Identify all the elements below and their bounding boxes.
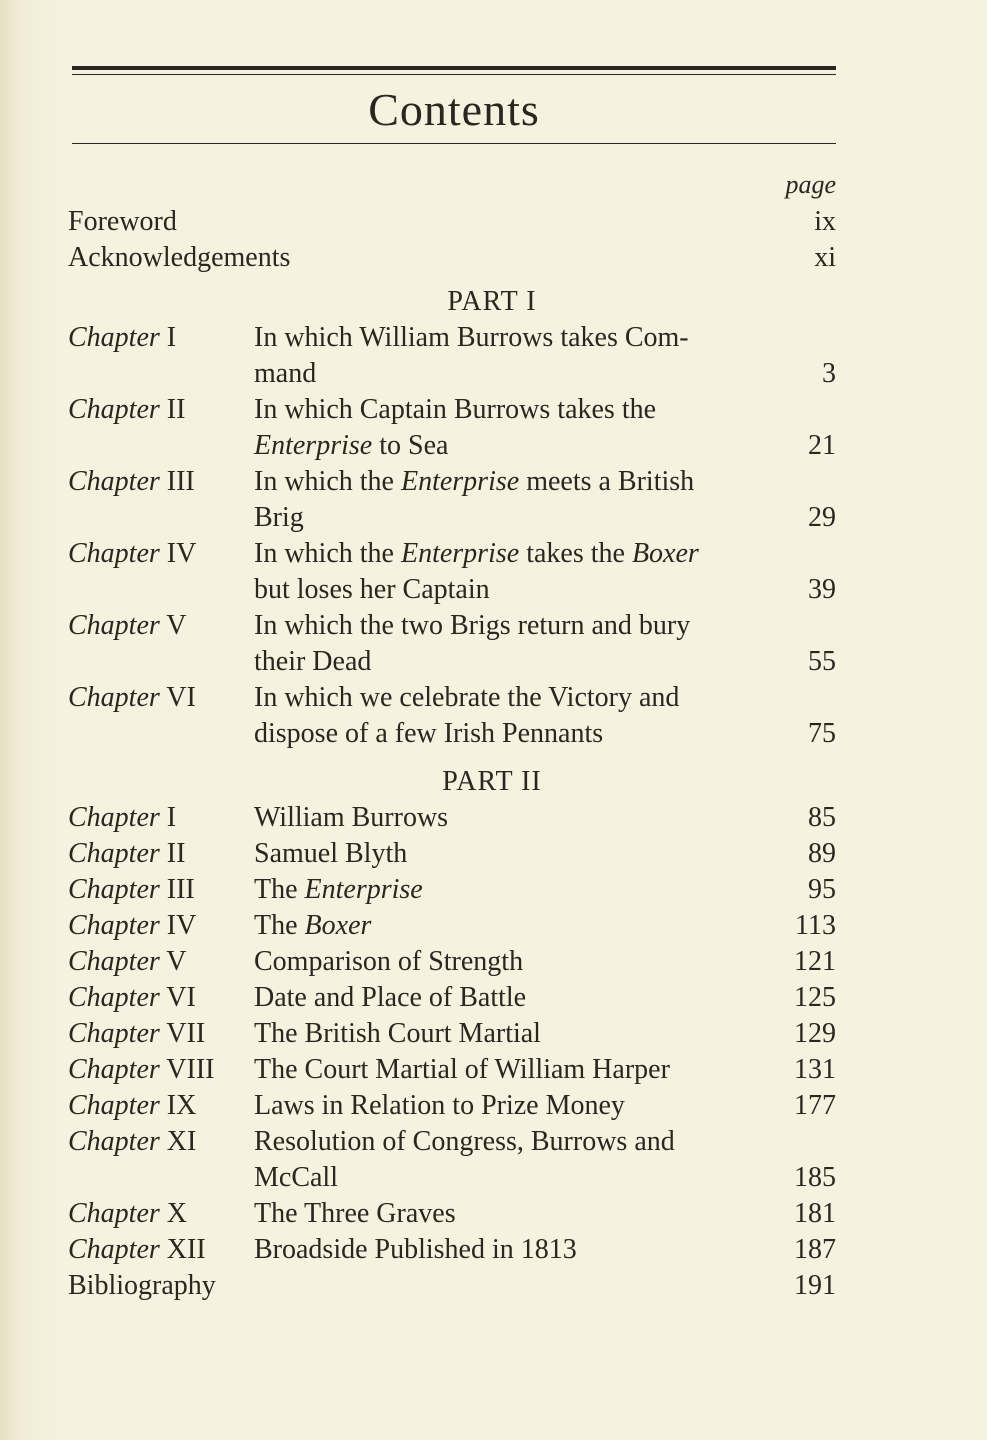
entry-title-line: mand [254,358,317,389]
chapter-label [68,1088,254,1124]
top-double-rule-thin [72,74,836,75]
entry-page-number: 55 [808,646,836,677]
chapter-label [68,836,254,872]
ship-name: Boxer [304,910,372,941]
chapter-label [68,1232,254,1268]
toc-entry-part2-chapter-7[interactable] [68,1016,836,1052]
entry-title-line: but loses her Captain [254,574,490,605]
chapter-numeral: X [166,1198,188,1229]
chapter-numeral: IX [166,1090,197,1121]
entry-page-number: 29 [808,502,836,533]
chapter-word: Chapter [68,874,160,905]
chapter-word: Chapter [68,466,160,497]
toc-entry-part2-chapter-5[interactable] [68,944,836,980]
entry-title-line [254,464,760,500]
toc-entry-part1-chapter-5[interactable] [68,608,836,680]
entry-title-line: In which Captain Burrows takes the [254,394,657,425]
entry-title [254,872,768,908]
chapter-numeral: II [166,394,186,425]
chapter-word: Chapter [68,322,160,353]
ship-name: Enterprise [400,538,520,569]
chapter-label [68,536,254,572]
entry-title [254,1124,768,1196]
table-of-contents [68,166,836,1304]
entry-title-text: In which the [254,466,401,497]
entry-title-text: In which the [254,538,401,569]
chapter-numeral: XII [166,1234,206,1265]
toc-entry-part2-chapter-10[interactable] [68,1196,836,1232]
chapter-label [68,800,254,836]
chapter-label [68,872,254,908]
chapter-label [68,464,254,500]
entry-title-text: meets a British [519,466,695,497]
toc-entry-part2-chapter-1[interactable] [68,800,836,836]
chapter-numeral: IV [166,538,197,569]
chapter-label [68,908,254,944]
chapter-label [68,392,254,428]
chapter-numeral: II [166,838,186,869]
entry-page-number: 3 [822,358,836,389]
entry-title [254,608,768,680]
chapter-numeral: VI [166,682,196,713]
chapter-numeral: III [166,466,195,497]
toc-entry-part1-chapter-3[interactable] [68,464,836,536]
entry-title [254,908,768,944]
entry-title: The Court Martial of William Harper [254,1054,670,1085]
entry-title: Broadside Published in 1813 [254,1234,577,1265]
top-double-rule-thick [72,66,836,70]
chapter-word: Chapter [68,682,160,713]
entry-title-line: McCall [254,1162,338,1193]
entry-title-line: In which William Burrows takes Com- [254,322,689,353]
ship-name: Boxer [631,538,699,569]
chapter-label [68,608,254,644]
entry-title-line: dispose of a few Irish Pennants [254,718,604,749]
chapter-word: Chapter [68,538,160,569]
entry-title: The Three Graves [254,1198,456,1229]
chapter-label [68,680,254,716]
chapter-word: Chapter [68,946,160,977]
entry-page-number: 177 [794,1090,836,1121]
toc-entry-part2-chapter-4[interactable] [68,908,836,944]
entry-title-line [254,536,760,572]
toc-entry-part2-chapter-3[interactable] [68,872,836,908]
toc-entry-foreword[interactable] [68,204,836,240]
ship-name: Enterprise [400,466,520,497]
entry-title [254,536,768,608]
entry-title-line: Resolution of Congress, Burrows and [254,1126,675,1157]
entry-title [254,320,768,392]
entry-page-number: 131 [794,1054,836,1085]
part-heading: PART II [442,766,542,797]
toc-entry-part1-chapter-1[interactable] [68,320,836,392]
chapter-word: Chapter [68,1234,160,1265]
chapter-word: Chapter [68,394,160,425]
entry-title: Comparison of Strength [254,946,524,977]
entry-title-text: The [254,910,305,941]
entry-title-line: their Dead [254,646,372,677]
page-title: Contents [368,84,540,135]
entry-page-number: 75 [808,718,836,749]
chapter-numeral: III [166,874,195,905]
chapter-label [68,1016,254,1052]
entry-page-number: 39 [808,574,836,605]
entry-page-number: 121 [794,946,836,977]
entry-title-line: Brig [254,502,304,533]
chapter-word: Chapter [68,1126,160,1157]
chapter-label [68,320,254,356]
chapter-word: Chapter [68,982,160,1013]
chapter-numeral: I [166,802,177,833]
page-column-label: page [785,170,836,199]
entry-page-number: ix [814,206,836,237]
entry-title [254,464,768,536]
chapter-label [68,1052,254,1088]
chapter-numeral: VII [166,1018,206,1049]
toc-entry-part2-chapter-6[interactable] [68,980,836,1016]
entry-page-number: 129 [794,1018,836,1049]
chapter-numeral: V [166,946,187,977]
entry-title [254,392,768,464]
chapter-numeral: VI [166,982,196,1013]
entry-page-number: 181 [794,1198,836,1229]
chapter-word: Chapter [68,610,160,641]
toc-entry-acknowledgements[interactable] [68,240,836,276]
entry-title: Samuel Blyth [254,838,408,869]
chapter-numeral: I [166,322,177,353]
ship-name: Enterprise [254,430,373,461]
entry-title: William Burrows [254,802,449,833]
toc-entry-part2-chapter-2[interactable] [68,836,836,872]
entry-page-number: 113 [795,910,836,941]
entry-title: Laws in Relation to Prize Money [254,1090,625,1121]
entry-title: Acknowledgements [68,242,291,273]
chapter-numeral: XI [166,1126,197,1157]
toc-entry-part1-chapter-6[interactable] [68,680,836,752]
toc-entry-part1-chapter-4[interactable] [68,536,836,608]
title-underline-rule [72,143,836,144]
entry-page-number: 89 [808,838,836,869]
chapter-label [68,1196,254,1232]
entry-page-number: xi [814,242,836,273]
entry-page-number: 85 [808,802,836,833]
entry-title-line [254,428,760,464]
entry-title-line: In which we celebrate the Victory and [254,682,680,713]
toc-entry-part1-chapter-2[interactable] [68,392,836,464]
ship-name: Enterprise [304,874,423,905]
entry-page-number: 185 [794,1162,836,1193]
entry-title: Bibliography [68,1270,216,1301]
chapter-numeral: IV [166,910,197,941]
entry-title [254,680,768,752]
chapter-label [68,1124,254,1160]
entry-title: Foreword [68,206,177,237]
entry-title-text: takes the [519,538,632,569]
chapter-word: Chapter [68,802,160,833]
chapter-word: Chapter [68,1090,160,1121]
chapter-numeral: V [166,610,187,641]
chapter-label [68,944,254,980]
toc-entry-bibliography[interactable] [68,1268,836,1304]
entry-page-number: 191 [794,1270,836,1301]
entry-title-text: to Sea [372,430,449,461]
part-heading: PART I [447,286,537,317]
chapter-word: Chapter [68,838,160,869]
entry-title: The British Court Martial [254,1018,541,1049]
entry-title-text: The [254,874,305,905]
chapter-numeral: VIII [166,1054,215,1085]
entry-page-number: 125 [794,982,836,1013]
entry-title-line: In which the two Brigs return and bury [254,610,691,641]
entry-title: Date and Place of Battle [254,982,527,1013]
chapter-label [68,980,254,1016]
toc-entry-part2-chapter-8[interactable] [68,1052,836,1088]
toc-entry-part2-chapter-9[interactable] [68,1088,836,1124]
entry-page-number: 21 [808,430,836,461]
toc-entry-part2-chapter-11[interactable] [68,1124,836,1196]
chapter-word: Chapter [68,1198,160,1229]
chapter-word: Chapter [68,910,160,941]
entry-page-number: 187 [794,1234,836,1265]
chapter-word: Chapter [68,1054,160,1085]
chapter-word: Chapter [68,1018,160,1049]
entry-page-number: 95 [808,874,836,905]
toc-entry-part2-chapter-12[interactable] [68,1232,836,1268]
